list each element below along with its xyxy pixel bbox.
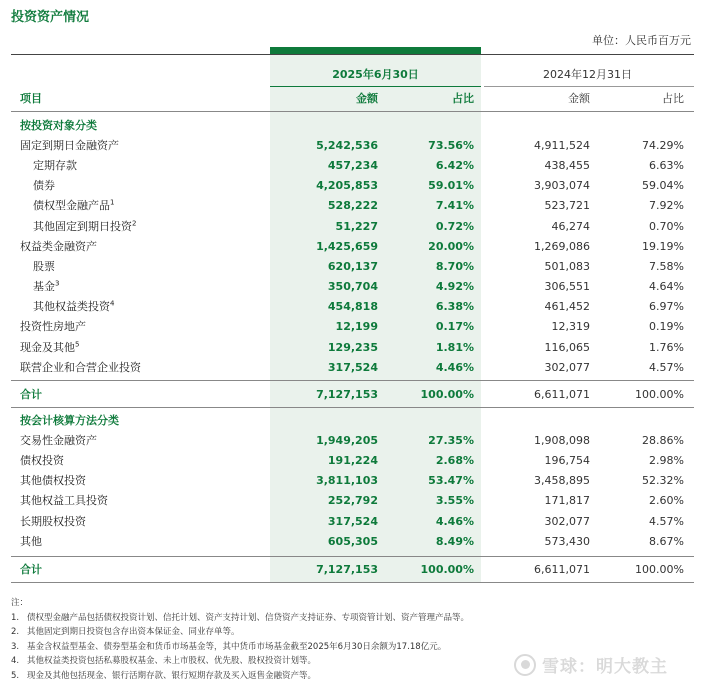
row-label-text: 固定到期日金融资产 bbox=[20, 139, 119, 152]
section2-total-ratio-prior: 100.00% bbox=[635, 563, 684, 576]
table-row bbox=[11, 217, 694, 237]
notes-block bbox=[11, 596, 469, 684]
ratio-current: 4.46% bbox=[435, 360, 474, 374]
ratio-current: 6.38% bbox=[435, 300, 474, 314]
ratio-current: 7.41% bbox=[435, 199, 474, 213]
row-label-text: 联营企业和合营企业投资 bbox=[20, 360, 141, 374]
amount-prior: 3,458,895 bbox=[534, 474, 590, 488]
row-label bbox=[33, 277, 59, 297]
amount-current: 457,234 bbox=[327, 159, 378, 173]
amount-current: 5,242,536 bbox=[316, 139, 378, 152]
amount-prior: 523,721 bbox=[544, 199, 590, 213]
page-title: 投资资产情况 bbox=[11, 10, 90, 25]
table-top-rule bbox=[11, 54, 694, 55]
unit-label: 单位：人民币百万元 bbox=[592, 34, 691, 47]
row-label bbox=[33, 217, 136, 237]
amount-current: 252,792 bbox=[327, 494, 378, 508]
row-label-text: 投资性房地产 bbox=[20, 320, 86, 334]
row-label-text: 其他固定到期日投资 bbox=[33, 219, 132, 233]
amount-current: 317,524 bbox=[327, 514, 378, 528]
col-amount-prior-header: 金额 bbox=[568, 92, 590, 105]
ratio-current: 53.47% bbox=[428, 474, 474, 488]
ratio-prior: 4.57% bbox=[649, 360, 684, 374]
ratio-prior: 74.29% bbox=[642, 139, 684, 152]
notes-heading: 注： bbox=[11, 598, 29, 608]
current-period-separator bbox=[270, 86, 481, 87]
row-label bbox=[33, 176, 55, 196]
prior-period-header: 2024年12月31日 bbox=[543, 68, 632, 81]
ratio-current: 73.56% bbox=[428, 139, 474, 152]
amount-prior: 116,065 bbox=[544, 340, 590, 354]
ratio-prior: 4.64% bbox=[649, 280, 684, 294]
ratio-prior: 6.97% bbox=[649, 300, 684, 314]
watermark bbox=[514, 652, 668, 677]
amount-prior: 302,077 bbox=[544, 360, 590, 374]
note-item bbox=[11, 625, 469, 640]
ratio-prior: 52.32% bbox=[642, 474, 684, 488]
amount-prior: 3,903,074 bbox=[534, 179, 590, 193]
footnote-marker: 5 bbox=[75, 339, 80, 348]
section1-total-row bbox=[11, 385, 694, 405]
amount-prior: 1,908,098 bbox=[534, 434, 590, 447]
amount-prior: 501,083 bbox=[544, 259, 590, 273]
row-label bbox=[20, 237, 97, 257]
amount-current: 51,227 bbox=[335, 219, 378, 233]
ratio-current: 3.55% bbox=[435, 494, 474, 508]
row-label-text: 交易性金融资产 bbox=[20, 434, 97, 447]
ratio-current: 27.35% bbox=[428, 434, 474, 447]
amount-prior: 306,551 bbox=[544, 280, 590, 294]
section1-title-row bbox=[11, 116, 694, 136]
row-label bbox=[20, 338, 79, 358]
ratio-current: 0.72% bbox=[435, 219, 474, 233]
row-label bbox=[33, 257, 55, 277]
row-label-text: 其他债权投资 bbox=[20, 474, 86, 488]
amount-current: 1,425,659 bbox=[316, 239, 378, 253]
ratio-current: 0.17% bbox=[435, 320, 474, 334]
table-row bbox=[11, 431, 694, 451]
row-label bbox=[20, 358, 141, 378]
row-label bbox=[20, 471, 86, 491]
row-label-text: 股票 bbox=[33, 259, 55, 273]
ratio-prior: 8.67% bbox=[649, 534, 684, 548]
note-text: 债权型金融产品包括债权投资计划、信托计划、资产支持计划、信贷资产支持证券、专项资管计划、资产管理产品等。 bbox=[27, 612, 470, 623]
snowball-logo-icon bbox=[514, 654, 536, 676]
table-row bbox=[11, 196, 694, 216]
ratio-current: 20.00% bbox=[428, 239, 474, 253]
note-number: 4. bbox=[11, 656, 20, 667]
note-number: 2. bbox=[11, 627, 20, 638]
ratio-prior: 28.86% bbox=[642, 434, 684, 447]
amount-prior: 461,452 bbox=[544, 300, 590, 314]
table-row bbox=[11, 237, 694, 257]
table-row bbox=[11, 512, 694, 532]
ratio-current: 1.81% bbox=[435, 340, 474, 354]
table-row bbox=[11, 338, 694, 358]
amount-current: 620,137 bbox=[327, 259, 378, 273]
table-row bbox=[11, 491, 694, 511]
prior-period-separator bbox=[484, 86, 694, 87]
footnote-marker: 4 bbox=[110, 299, 115, 308]
row-label-text: 其他 bbox=[20, 534, 42, 548]
table-row bbox=[11, 358, 694, 378]
section2-total-bottom-rule bbox=[11, 582, 694, 583]
note-number: 3. bbox=[11, 641, 20, 652]
section1-total-ratio-prior: 100.00% bbox=[635, 388, 684, 401]
row-label-text: 债权投资 bbox=[20, 454, 64, 468]
row-label bbox=[20, 532, 42, 552]
table-row bbox=[11, 156, 694, 176]
footnote-marker: 2 bbox=[132, 218, 137, 227]
ratio-current: 6.42% bbox=[435, 159, 474, 173]
row-label bbox=[20, 136, 119, 156]
table-row bbox=[11, 176, 694, 196]
amount-prior: 12,319 bbox=[551, 320, 590, 334]
amount-current: 12,199 bbox=[335, 320, 378, 334]
header-rule bbox=[11, 111, 694, 112]
note-text: 基金含权益型基金、债券型基金和货币市场基金等，其中货币市场基金截至2025年6月30日余额为17.18亿元。 bbox=[27, 641, 447, 652]
note-item bbox=[11, 611, 469, 626]
amount-prior: 4,911,524 bbox=[534, 139, 590, 152]
row-label-text: 基金 bbox=[33, 280, 55, 294]
row-label bbox=[33, 297, 114, 317]
col-ratio-current-header: 占比 bbox=[452, 92, 474, 105]
section1-total-top-rule bbox=[11, 380, 694, 381]
ratio-current: 59.01% bbox=[428, 179, 474, 193]
note-item bbox=[11, 640, 469, 655]
row-label bbox=[20, 491, 108, 511]
ratio-current: 8.49% bbox=[435, 534, 474, 548]
note-number: 5. bbox=[11, 670, 20, 681]
table-row bbox=[11, 277, 694, 297]
ratio-prior: 7.92% bbox=[649, 199, 684, 213]
row-label-text: 其他权益工具投资 bbox=[20, 494, 108, 508]
row-label-text: 债券 bbox=[33, 179, 55, 193]
amount-current: 3,811,103 bbox=[316, 474, 378, 488]
column-header-row bbox=[11, 89, 694, 109]
table-row bbox=[11, 532, 694, 552]
ratio-prior: 59.04% bbox=[642, 179, 684, 193]
amount-prior: 302,077 bbox=[544, 514, 590, 528]
footnote-marker: 1 bbox=[110, 198, 115, 207]
amount-current: 528,222 bbox=[327, 199, 378, 213]
row-label bbox=[33, 156, 77, 176]
row-label bbox=[33, 196, 114, 216]
table-row bbox=[11, 317, 694, 337]
section1-total-label: 合计 bbox=[20, 388, 42, 401]
table-row bbox=[11, 471, 694, 491]
amount-prior: 1,269,086 bbox=[534, 239, 590, 253]
row-label-text: 权益类金融资产 bbox=[20, 239, 97, 253]
current-period-accent-bar bbox=[270, 47, 481, 54]
col-item-header: 项目 bbox=[20, 92, 42, 105]
amount-current: 191,224 bbox=[327, 454, 378, 468]
ratio-prior: 1.76% bbox=[649, 340, 684, 354]
row-label-text: 定期存款 bbox=[33, 159, 77, 173]
amount-current: 4,205,853 bbox=[316, 179, 378, 193]
ratio-prior: 7.58% bbox=[649, 259, 684, 273]
note-number: 1. bbox=[11, 612, 20, 623]
note-text: 其他固定到期日投资包含存出资本保证金、同业存单等。 bbox=[27, 627, 240, 638]
table-row bbox=[11, 297, 694, 317]
row-label bbox=[20, 451, 64, 471]
ratio-prior: 2.60% bbox=[649, 494, 684, 508]
section2-total-amount-current: 7,127,153 bbox=[316, 563, 378, 576]
note-item bbox=[11, 654, 469, 669]
notes-list bbox=[11, 611, 469, 684]
amount-current: 350,704 bbox=[327, 280, 378, 294]
amount-prior: 438,455 bbox=[544, 159, 590, 173]
ratio-prior: 0.70% bbox=[649, 219, 684, 233]
ratio-prior: 19.19% bbox=[642, 239, 684, 253]
ratio-current: 4.46% bbox=[435, 514, 474, 528]
amount-current: 605,305 bbox=[327, 534, 378, 548]
section2-total-top-rule bbox=[11, 556, 694, 557]
ratio-current: 2.68% bbox=[435, 454, 474, 468]
note-item bbox=[11, 669, 469, 684]
amount-current: 317,524 bbox=[327, 360, 378, 374]
section2-title: 按会计核算方法分类 bbox=[20, 414, 119, 427]
section2-total-label: 合计 bbox=[20, 563, 42, 576]
section2-total-row bbox=[11, 560, 694, 580]
section1-total-bottom-rule bbox=[11, 407, 694, 408]
ratio-current: 4.92% bbox=[435, 280, 474, 294]
table-row bbox=[11, 451, 694, 471]
col-amount-current-header: 金额 bbox=[356, 92, 378, 105]
ratio-prior: 6.63% bbox=[649, 159, 684, 173]
amount-prior: 573,430 bbox=[544, 534, 590, 548]
current-period-header: 2025年6月30日 bbox=[332, 68, 419, 81]
amount-current: 129,235 bbox=[327, 340, 378, 354]
row-label bbox=[20, 431, 97, 451]
ratio-prior: 0.19% bbox=[649, 320, 684, 334]
section2-total-amount-prior: 6,611,071 bbox=[534, 563, 590, 576]
row-label-text: 现金及其他 bbox=[20, 340, 75, 354]
row-label bbox=[20, 317, 86, 337]
col-ratio-prior-header: 占比 bbox=[662, 92, 684, 105]
watermark-text: 雪球：明大教主 bbox=[542, 657, 668, 677]
ratio-prior: 4.57% bbox=[649, 514, 684, 528]
note-text: 其他权益类投资包括私募股权基金、未上市股权、优先股、股权投资计划等。 bbox=[27, 656, 317, 667]
row-label-text: 债权型金融产品 bbox=[33, 199, 110, 213]
amount-prior: 196,754 bbox=[544, 454, 590, 468]
table-row bbox=[11, 136, 694, 156]
amount-current: 1,949,205 bbox=[316, 434, 378, 447]
ratio-current: 8.70% bbox=[435, 259, 474, 273]
amount-current: 454,818 bbox=[327, 300, 378, 314]
row-label-text: 长期股权投资 bbox=[20, 514, 86, 528]
row-label bbox=[20, 512, 86, 532]
section2-total-ratio-current: 100.00% bbox=[420, 563, 474, 576]
row-label-text: 其他权益类投资 bbox=[33, 300, 110, 314]
ratio-prior: 2.98% bbox=[649, 454, 684, 468]
section1-total-ratio-current: 100.00% bbox=[420, 388, 474, 401]
amount-prior: 46,274 bbox=[551, 219, 590, 233]
footnote-marker: 3 bbox=[55, 279, 60, 288]
note-text: 现金及其他包括现金、银行活期存款、银行短期存款及买入返售金融资产等。 bbox=[27, 670, 317, 681]
section2-title-row bbox=[11, 411, 694, 431]
section1-total-amount-prior: 6,611,071 bbox=[534, 388, 590, 401]
amount-prior: 171,817 bbox=[544, 494, 590, 508]
section1-total-amount-current: 7,127,153 bbox=[316, 388, 378, 401]
table-row bbox=[11, 257, 694, 277]
section1-title: 按投资对象分类 bbox=[20, 119, 97, 132]
